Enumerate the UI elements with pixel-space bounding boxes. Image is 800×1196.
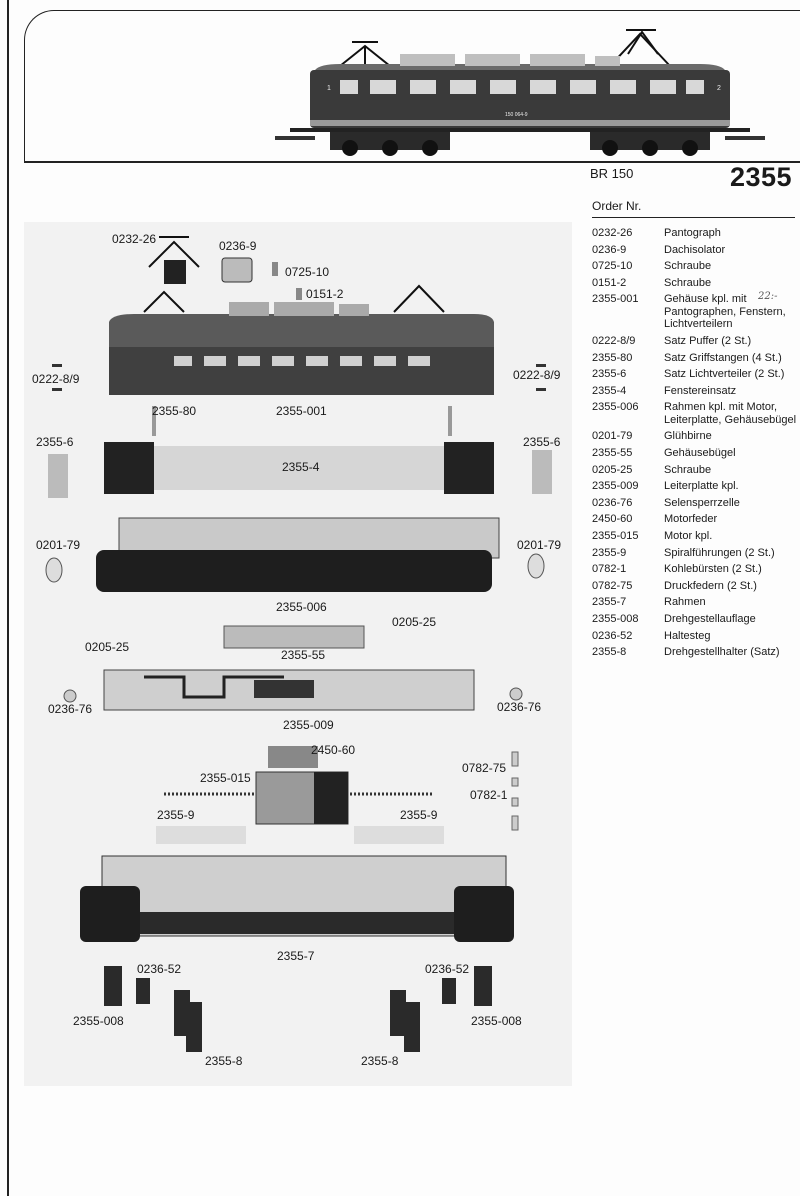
callout-motor: 2355-015: [200, 771, 251, 785]
part-number: 2355-8: [592, 646, 627, 659]
part-description: Selensperrzelle: [664, 496, 740, 509]
part-description: Rahmen: [664, 596, 706, 609]
part-description: Rahmen kpl. mit Motor, Leiterplatte, Gehäusebügel: [664, 401, 797, 426]
cab-number-right: 2: [717, 85, 721, 92]
part-description: Motor kpl.: [664, 530, 713, 542]
part-description: Gehäuse kpl. mit Pantographen, Fenstern, Lichtverteilern: [664, 293, 786, 331]
part-description: Kohlebürsten (2 St.): [664, 563, 762, 576]
part-number: 0222-8/9: [592, 334, 636, 347]
part-row: [592, 352, 800, 365]
callout-screw-right: 0205-25: [392, 615, 437, 629]
callout-pantograph: 0232-26: [112, 232, 157, 246]
part-number: 2355-80: [592, 351, 633, 364]
callout-motor-spring: 2450-60: [311, 743, 356, 757]
part-row: [592, 580, 800, 593]
part-number: 0205-25: [592, 463, 633, 476]
part-row: [592, 430, 800, 443]
parts-list: [592, 227, 800, 663]
part-number: 2355-001: [592, 293, 639, 306]
model-name: BR 150: [590, 166, 634, 181]
part-number: 2355-6: [592, 368, 627, 381]
part-row: [592, 513, 800, 526]
callout-screw-0151: 0151-2: [306, 287, 344, 301]
part-number: 2355-009: [592, 480, 639, 493]
part-number: 2355-008: [592, 612, 639, 625]
callout-buffers-right: 0222-8/9: [513, 368, 561, 382]
part-row: [592, 547, 800, 560]
part-description: Satz Lichtverteiler (2 St.): [664, 368, 785, 381]
part-row: [592, 401, 800, 426]
part-description: Schraube: [664, 260, 712, 273]
part-description: Fenstereinsatz: [664, 384, 737, 397]
part-row: [592, 447, 800, 460]
part-description: Dachisolator: [664, 243, 726, 256]
part-description: Glühbirne: [664, 430, 712, 443]
part-row: [592, 368, 800, 381]
part-number: 0236-76: [592, 496, 633, 509]
callout-frame-complete: 2355-006: [276, 600, 327, 614]
callout-pressure-springs: 0782-75: [462, 761, 507, 775]
part-row: [592, 335, 800, 348]
part-number: 0725-10: [592, 260, 633, 273]
part-number: 0232-26: [592, 227, 633, 239]
part-description: Schraube: [664, 463, 712, 476]
part-description: Spiralführungen (2 St.): [664, 546, 775, 559]
part-description: Pantograph: [664, 227, 721, 239]
left-margin-rule: [7, 0, 9, 1196]
callout-retainer-left: 0236-52: [137, 962, 182, 976]
callout-light-right: 2355-6: [523, 435, 561, 449]
part-description: Drehgestellhalter (Satz): [664, 646, 780, 659]
part-description: Satz Puffer (2 St.): [664, 334, 752, 347]
order-number-header: Order Nr.: [592, 199, 642, 213]
header-frame-rule: [24, 161, 800, 163]
callout-spiral-right: 2355-9: [400, 808, 438, 822]
callout-pcb: 2355-009: [283, 718, 334, 732]
part-row: [592, 530, 800, 543]
locomotive-photo: [270, 24, 770, 160]
part-description: Satz Griffstangen (4 St.): [664, 351, 782, 364]
callout-bogie-holder-right: 2355-8: [361, 1054, 399, 1068]
part-number: 2450-60: [592, 513, 633, 526]
part-number: 0201-79: [592, 430, 633, 443]
part-row: [592, 497, 800, 510]
part-number: 0236-9: [592, 243, 627, 256]
callout-bulb-right: 0201-79: [517, 538, 562, 552]
part-number: 0782-1: [592, 563, 627, 576]
part-description: Haltesteg: [664, 629, 711, 642]
callout-bulb-left: 0201-79: [36, 538, 81, 552]
part-row: [592, 480, 800, 493]
part-row: [592, 596, 800, 609]
part-row: [592, 260, 800, 273]
part-row: [592, 613, 800, 626]
callout-frame: 2355-7: [277, 949, 315, 963]
part-row: [592, 227, 800, 240]
part-row: [592, 630, 800, 643]
part-number: 0151-2: [592, 276, 627, 289]
callout-selenium-right: 0236-76: [497, 700, 542, 714]
part-number: 2355-015: [592, 530, 639, 542]
part-number: 2355-006: [592, 401, 639, 414]
part-description: Drehgestellauflage: [664, 612, 756, 625]
callout-bogie-support-left: 2355-008: [73, 1014, 124, 1028]
model-number: 2355: [730, 162, 793, 192]
part-number: 2355-55: [592, 447, 633, 460]
part-row: [592, 385, 800, 398]
callout-dachisolator: 0236-9: [219, 239, 257, 253]
part-number: 2355-7: [592, 596, 627, 609]
callout-spiral-left: 2355-9: [157, 808, 195, 822]
callout-window-insert: 2355-4: [282, 460, 320, 474]
part-row: [592, 563, 800, 576]
part-number: 0236-52: [592, 629, 633, 642]
callout-body: 2355-001: [276, 404, 327, 418]
callout-screw-0725: 0725-10: [285, 265, 330, 279]
loco-number-plate: 150 064-9: [505, 112, 528, 118]
part-row: [592, 244, 800, 257]
part-row: [592, 277, 800, 290]
callout-retainer-right: 0236-52: [425, 962, 470, 976]
part-description: Druckfedern (2 St.): [664, 579, 757, 592]
cab-number-left: 1: [327, 85, 331, 92]
callout-body-bracket: 2355-55: [281, 648, 326, 662]
callout-screw-left: 0205-25: [85, 640, 130, 654]
callout-selenium-left: 0236-76: [48, 702, 93, 716]
callout-light-left: 2355-6: [36, 435, 74, 449]
part-description: Motorfeder: [664, 513, 718, 526]
callout-bogie-support-right: 2355-008: [471, 1014, 522, 1028]
part-row: [592, 464, 800, 477]
callout-handrails: 2355-80: [152, 404, 197, 418]
part-description: Leiterplatte kpl.: [664, 480, 739, 493]
part-number: 2355-9: [592, 546, 627, 559]
callout-buffers-left: 0222-8/9: [32, 372, 80, 386]
part-row: [592, 646, 800, 659]
part-description: Gehäusebügel: [664, 447, 736, 460]
parts-header-rule: [592, 217, 795, 218]
callout-bogie-holder-left: 2355-8: [205, 1054, 243, 1068]
part-number: 2355-4: [592, 384, 627, 397]
part-description: Schraube: [664, 276, 712, 289]
handwritten-price-note: 22:-: [758, 291, 778, 302]
part-row: [592, 293, 800, 331]
part-number: 0782-75: [592, 579, 633, 592]
callout-carbon-brushes: 0782-1: [470, 788, 508, 802]
